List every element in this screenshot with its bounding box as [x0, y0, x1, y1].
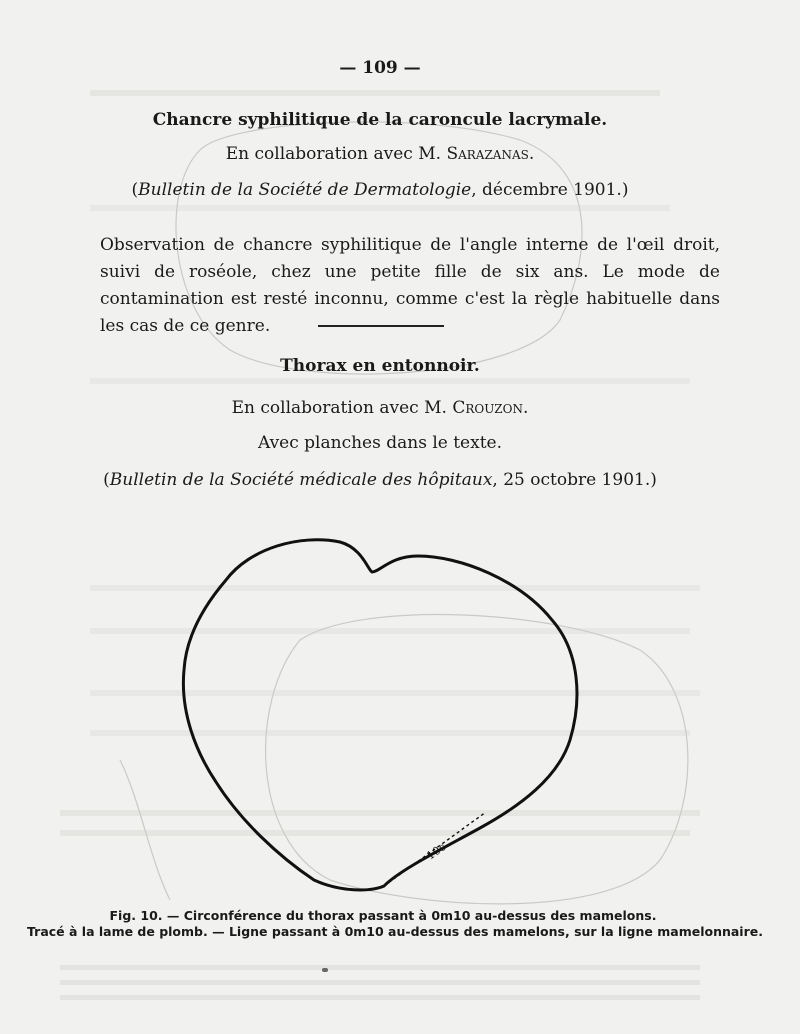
thorax-circumference-figure [100, 520, 720, 910]
article2-biblio-open: ( [103, 470, 110, 490]
article2-bibliography [0, 470, 760, 490]
figure-caption-line1: Fig. 10. — Circonférence du thorax passant à 0m10 au-dessus des mamelons. [109, 908, 657, 923]
article2-journal: Bulletin de la Société médicale des hôpitaux [109, 470, 493, 490]
article2-collab-prefix: En collaboration avec M. [231, 398, 453, 418]
article1-collab-prefix: En collaboration avec M. [225, 144, 447, 164]
article1-body: Observation de chancre syphilitique de l'angle interne de l'œil droit, suivi de roséole, chez une petite fille de six ans. Le mode de contamination est resté inconnu, comme c'est la règle habituelle dans les cas de ce genre. [100, 235, 720, 336]
thorax-outline [183, 540, 577, 890]
figure-caption-line2: Tracé à la lame de plomb. — Ligne passant à 0m10 au-dessus des mamelons, sur la ligne mamelonnaire. [27, 924, 763, 939]
article1-biblio-open: ( [131, 180, 139, 200]
article1-biblio-date: , décembre 1901.) [471, 180, 629, 200]
article1-collab-suffix: . [528, 144, 535, 164]
article2-collab-suffix: . [522, 398, 529, 418]
article1-bibliography [0, 180, 760, 200]
page-number: — 109 — [339, 58, 421, 78]
article1-title: Chancre syphilitique de la caroncule lacrymale. [152, 110, 608, 130]
ink-speck [322, 968, 328, 972]
article2-title: Thorax en entonnoir. [280, 356, 480, 376]
measure-label: 10c [424, 840, 449, 863]
article1-collaboration [0, 144, 760, 164]
article2-collaboration [0, 398, 760, 418]
article1-journal: Bulletin de la Société de Dermatologie [138, 180, 472, 200]
article2-collab-name: Crouzon [452, 398, 523, 418]
section-divider [318, 325, 444, 327]
article1-collab-name: Sarazanas [446, 144, 529, 164]
article2-biblio-date: , 25 octobre 1901.) [492, 470, 657, 490]
article2-plates-note: Avec planches dans le texte. [257, 433, 502, 453]
